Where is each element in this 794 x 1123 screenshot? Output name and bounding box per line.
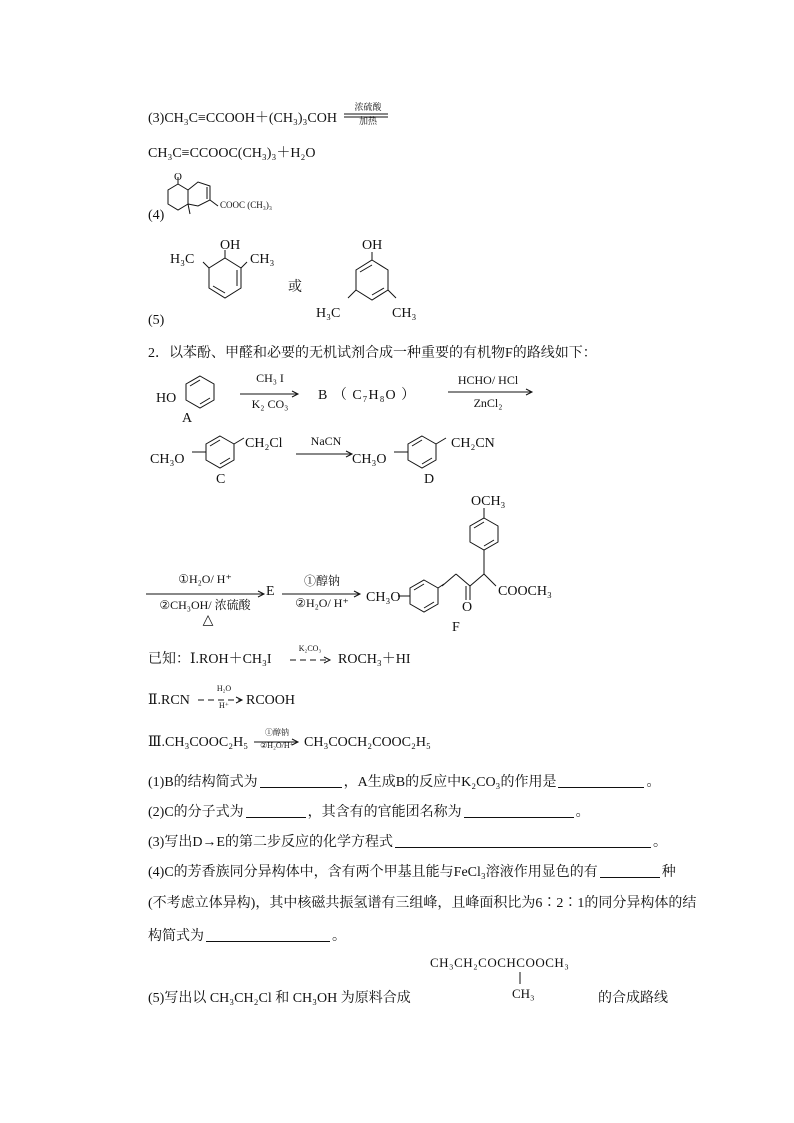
question-4-end: 。: [332, 929, 346, 944]
known-3-condition-top: ①醇钠: [265, 728, 289, 737]
answer-5-phenol-1: [195, 250, 255, 310]
answer-5-oh-2: OH: [362, 238, 383, 253]
question-2-blank-2[interactable]: [464, 803, 574, 818]
compound-f-oxo: O: [462, 600, 473, 615]
answer-4-oxo: O: [174, 171, 182, 183]
compound-c-label: C: [216, 472, 226, 487]
known-2-product: RCOOH: [246, 693, 296, 708]
question-4-blank-2[interactable]: [206, 927, 330, 942]
answer-3-products: CH₃C≡CCOOC(CH₃)₃＋H₂O: [148, 146, 316, 161]
step-2-top: HCHO/ HCl: [457, 373, 519, 387]
question-4-line-1: [148, 863, 676, 882]
known-1-product: ROCH₃＋HI: [338, 652, 411, 667]
known-3-product: CH₃COCH₂COOC₂H₅: [304, 735, 431, 750]
step-4-heat: △: [202, 613, 214, 628]
known-1-condition: K₂CO₃: [298, 644, 322, 653]
answer-5-ch3-2: CH₃: [392, 306, 417, 321]
question-4-part-b: 种: [661, 865, 676, 880]
question-1-end: 。: [646, 775, 661, 790]
question-2-part-b: ，其含有的官能团名称为: [307, 805, 462, 820]
question-3-end: 。: [653, 835, 667, 850]
answer-4-ester: COOC (CH₃)₃: [220, 200, 273, 210]
known-2-start: Ⅱ.RCN: [148, 693, 190, 708]
compound-d-label: D: [424, 472, 435, 487]
answer-5-oh-1: OH: [220, 238, 241, 253]
question-2-part-a: (2)C的分子式为: [148, 805, 244, 820]
step-4-top: ①H₂O/ H⁺: [178, 572, 232, 586]
problem-2-title: 2．以苯酚、甲醛和必要的无机试剂合成一种重要的有机物F的路线如下：: [148, 346, 597, 361]
question-1: [148, 773, 660, 792]
question-1-blank-1[interactable]: [260, 773, 342, 788]
question-4-line-2: (不考虑立体异构)，其中核磁共振氢谱有三组峰，且峰面积比为6∶2∶1的同分异构体的结: [148, 896, 697, 911]
question-5-part-b: 的合成路线: [598, 991, 668, 1006]
question-5-target-branch: CH₃: [512, 986, 535, 1001]
step-5-top: ①醇钠: [303, 574, 340, 588]
question-3: [148, 833, 667, 852]
answer-5-or: 或: [288, 280, 302, 295]
answer-5-h3c-1: H₃C: [170, 252, 195, 267]
compound-c-ring: [192, 432, 248, 474]
step-2-arrow: [448, 388, 538, 396]
compound-d-right: CH₂CN: [451, 436, 495, 451]
compound-c-left: CH₃O: [150, 452, 185, 467]
step-4-bottom: ②CH₃OH/ 浓硫酸: [159, 598, 251, 612]
question-3-blank[interactable]: [395, 833, 651, 848]
question-5-target-main: CH₃CH₂COCHCOOCH₃: [430, 955, 570, 970]
answer-5-h3c-2: H₃C: [316, 306, 341, 321]
known-2-condition-bottom: H⁺: [219, 701, 229, 710]
compound-a-label: A: [182, 411, 193, 426]
known-3-start: Ⅲ.CH₃COOC₂H₅: [148, 735, 249, 750]
answer-3-condition-bottom: 加热: [358, 116, 377, 126]
question-4-part-d: 构简式为: [148, 929, 204, 944]
known-3-condition-bottom: ②H₂O/H⁺: [260, 741, 294, 750]
question-5-part-a: (5)写出以 CH₃CH₂Cl 和 CH₃OH 为原料合成: [148, 991, 411, 1006]
question-1-part-a: (1)B的结构简式为: [148, 775, 258, 790]
question-1-blank-2[interactable]: [558, 773, 644, 788]
compound-e-label: E: [266, 584, 275, 599]
question-2: [148, 803, 590, 822]
question-1-part-b: ，A生成B的反应中K₂CO₃的作用是: [343, 775, 557, 790]
question-2-end: 。: [575, 805, 590, 820]
compound-f-left: CH₃O: [366, 590, 401, 605]
answer-5-label: (5): [148, 313, 165, 328]
answer-3-label: (3): [148, 111, 165, 126]
question-4-line-3: [148, 927, 346, 946]
question-5-target-bond: [518, 972, 522, 986]
known-2-condition-top: H₂O: [216, 684, 232, 693]
compound-f-ester: COOCH₃: [498, 584, 552, 599]
answer-5-ch3-1: CH₃: [250, 252, 275, 267]
compound-f-label: F: [452, 620, 460, 635]
compound-f-top-substituent: OCH₃: [471, 494, 506, 509]
step-3-arrow: [296, 450, 360, 458]
question-3-part-a: (3)写出D→E的第二步反应的化学方程式: [148, 835, 393, 850]
known-1-intro: 已知：Ⅰ.ROH＋CH₃I: [148, 652, 272, 667]
question-4-part-a: (4)C的芳香族同分异构体中，含有两个甲基且能与FeCl₃溶液作用显色的有: [148, 865, 598, 880]
answer-4-label: (4): [148, 208, 165, 223]
compound-a-ring: [180, 372, 220, 412]
step-2-bottom: ZnCl₂: [473, 396, 503, 410]
compound-a-ho: HO: [156, 391, 177, 406]
compound-c-right: CH₂Cl: [245, 436, 283, 451]
answer-3-reactants: CH₃C≡CCOOH＋(CH₃)₃COH: [164, 111, 337, 126]
question-4-blank-1[interactable]: [600, 863, 660, 878]
compound-d-ring: [394, 432, 450, 474]
step-1-top: CH₃ I: [256, 371, 284, 385]
answer-3-condition-top: 浓硫酸: [354, 102, 382, 112]
step-3-top: NaCN: [310, 434, 342, 448]
answer-3-line: [148, 110, 337, 128]
question-2-blank-1[interactable]: [246, 803, 306, 818]
compound-d-left: CH₃O: [352, 452, 387, 467]
step-1-bottom: K₂ CO₃: [251, 397, 289, 411]
known-1-arrow: [290, 656, 334, 664]
compound-b-formula: B （ C₇H₈O ）: [318, 388, 417, 403]
step-5-bottom: ②H₂O/ H⁺: [295, 596, 349, 610]
